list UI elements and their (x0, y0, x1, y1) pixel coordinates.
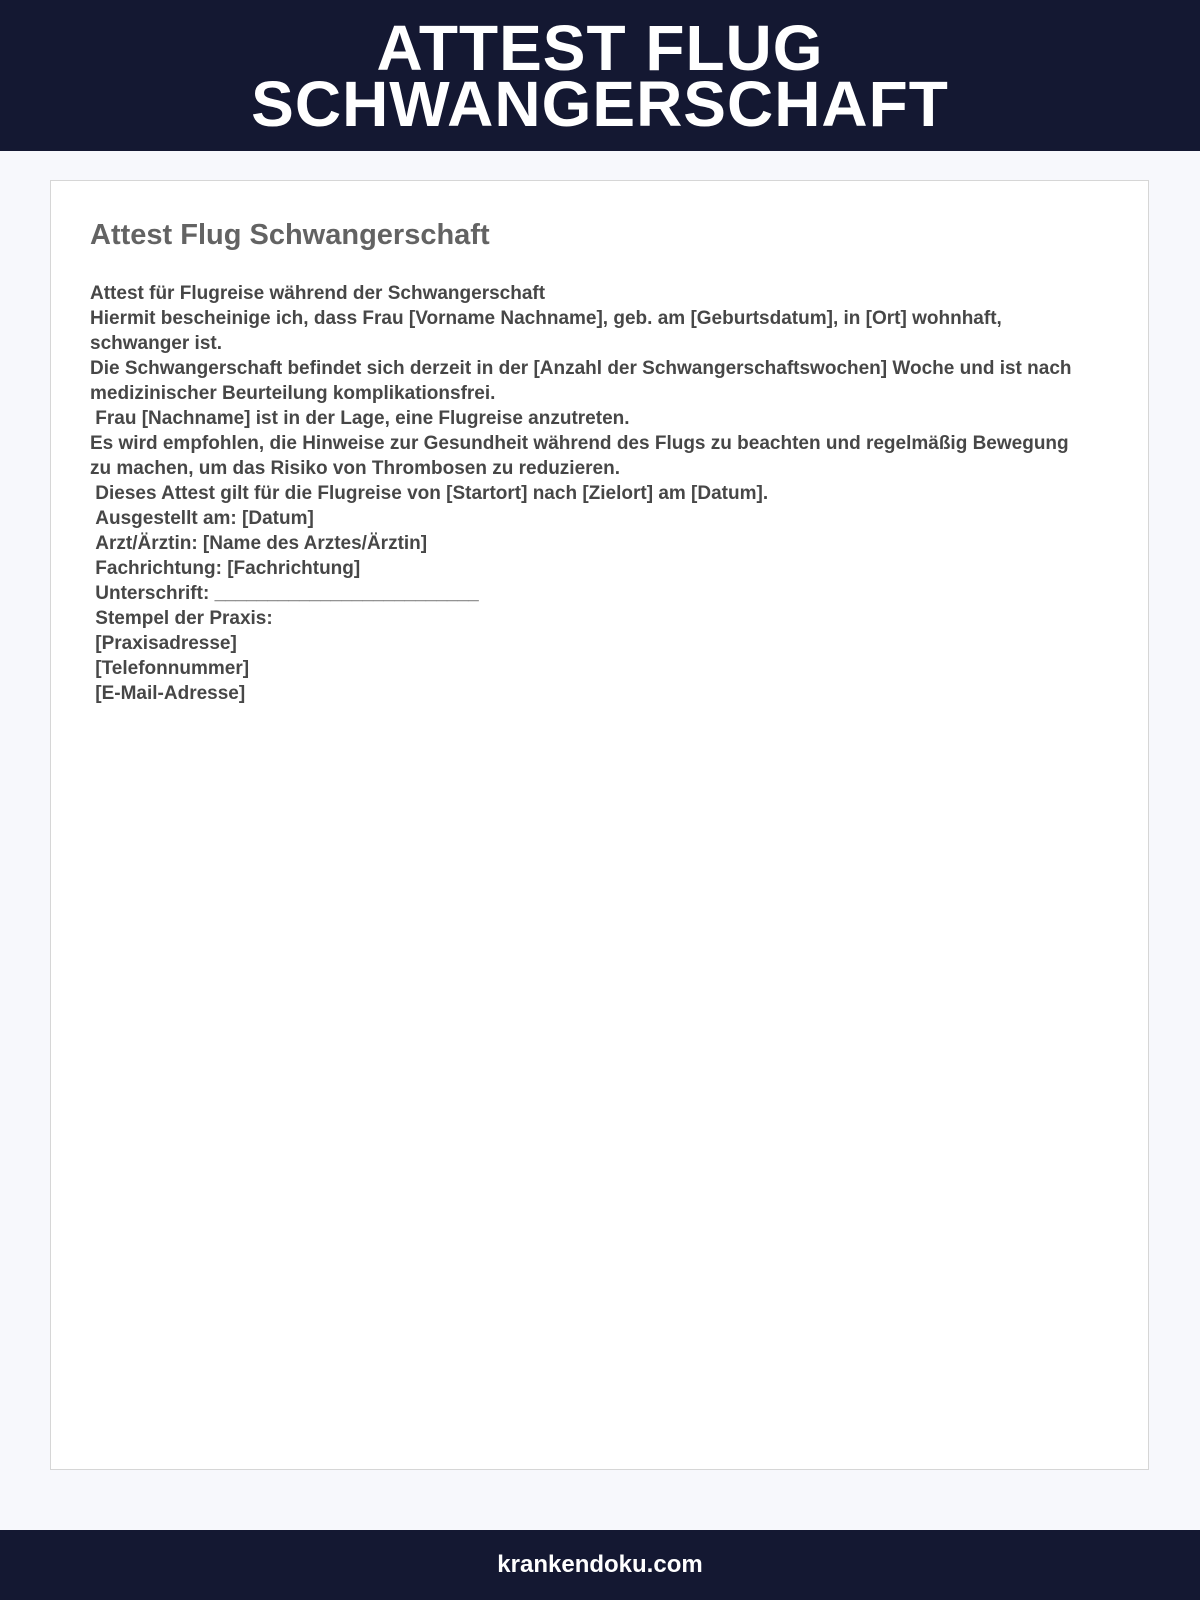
document-line-pregnancy-status: Die Schwangerschaft befindet sich derzeit in der [Anzahl der Schwangerschaftswochen] Woche und ist nach medizinischer Beurteilung komplikationsfrei. (90, 358, 1077, 404)
document-line-certification: Hiermit bescheinige ich, dass Frau [Vorname Nachname], geb. am [Geburtsdatum], in [Ort] wohnhaft, schwanger ist. (90, 308, 1008, 354)
document-line-validity: Dieses Attest gilt für die Flugreise von [Startort] nach [Zielort] am [Datum]. (90, 483, 769, 504)
document-card (50, 180, 1149, 1470)
page-header (0, 0, 1200, 151)
document-line-fit-to-fly: Frau [Nachname] ist in der Lage, eine Flugreise anzutreten. (90, 408, 630, 429)
document-line-doctor: Arzt/Ärztin: [Name des Arztes/Ärztin] (90, 533, 428, 554)
document-body (90, 281, 1090, 706)
page-title: ATTEST FLUG SCHWANGERSCHAFT (251, 11, 949, 140)
document-line-email: [E-Mail-Adresse] (90, 683, 246, 704)
footer-site-link[interactable]: krankendoku.com (497, 1551, 703, 1578)
document-line-address: [Praxisadresse] (90, 633, 237, 654)
document-line-phone: [Telefonnummer] (90, 658, 250, 679)
page-footer (0, 1530, 1200, 1600)
document-line-issued-on: Ausgestellt am: [Datum] (90, 508, 314, 529)
document-line-recommendation: Es wird empfohlen, die Hinweise zur Gesundheit während des Flugs zu beachten und regelmäßig Bewegung zu machen, um das Risiko von Thrombosen zu reduzieren. (90, 433, 1074, 479)
document-line-stamp: Stempel der Praxis: (90, 608, 273, 629)
document-line-specialty: Fachrichtung: [Fachrichtung] (90, 558, 361, 579)
document-line-title: Attest für Flugreise während der Schwangerschaft (90, 283, 546, 304)
document-line-signature: Unterschrift: _________________________ (90, 583, 479, 604)
document-heading: Attest Flug Schwangerschaft (90, 219, 490, 251)
